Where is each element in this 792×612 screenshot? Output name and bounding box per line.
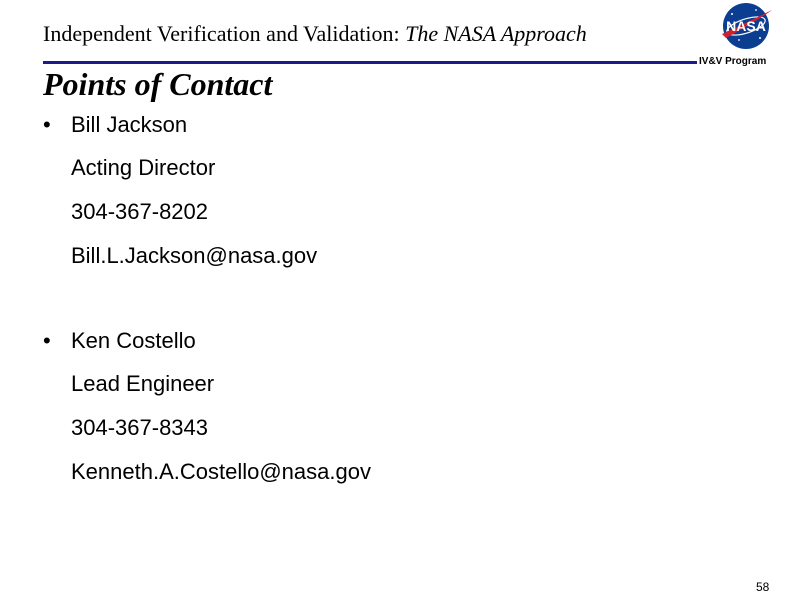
nasa-logo-star bbox=[755, 9, 757, 11]
presentation-title-prefix: Independent Verification and Validation: bbox=[43, 21, 400, 46]
presentation-title bbox=[43, 21, 587, 47]
nasa-logo-star bbox=[738, 39, 740, 41]
contact-email[interactable]: Bill.L.Jackson@nasa.gov bbox=[71, 243, 318, 268]
nasa-logo-star bbox=[759, 37, 761, 39]
contact-name: Ken Costello bbox=[71, 328, 196, 353]
nasa-logo-star bbox=[731, 13, 733, 15]
bullet-icon: • bbox=[43, 328, 51, 353]
program-label: IV&V Program bbox=[699, 56, 767, 67]
contact-role: Acting Director bbox=[71, 155, 216, 180]
slide-title: Points of Contact bbox=[43, 66, 273, 102]
nasa-logo bbox=[716, 0, 776, 52]
presentation-title-suffix: The NASA Approach bbox=[405, 21, 587, 46]
page-number: 58 bbox=[756, 580, 770, 594]
bullet-icon: • bbox=[43, 112, 51, 137]
contact-phone: 304-367-8202 bbox=[71, 199, 209, 224]
contact-email[interactable]: Kenneth.A.Costello@nasa.gov bbox=[71, 459, 371, 484]
nasa-logo-text: NASA bbox=[726, 18, 766, 34]
contact-name: Bill Jackson bbox=[71, 112, 188, 137]
contact-role: Lead Engineer bbox=[71, 371, 215, 396]
contact-phone: 304-367-8343 bbox=[71, 415, 209, 440]
